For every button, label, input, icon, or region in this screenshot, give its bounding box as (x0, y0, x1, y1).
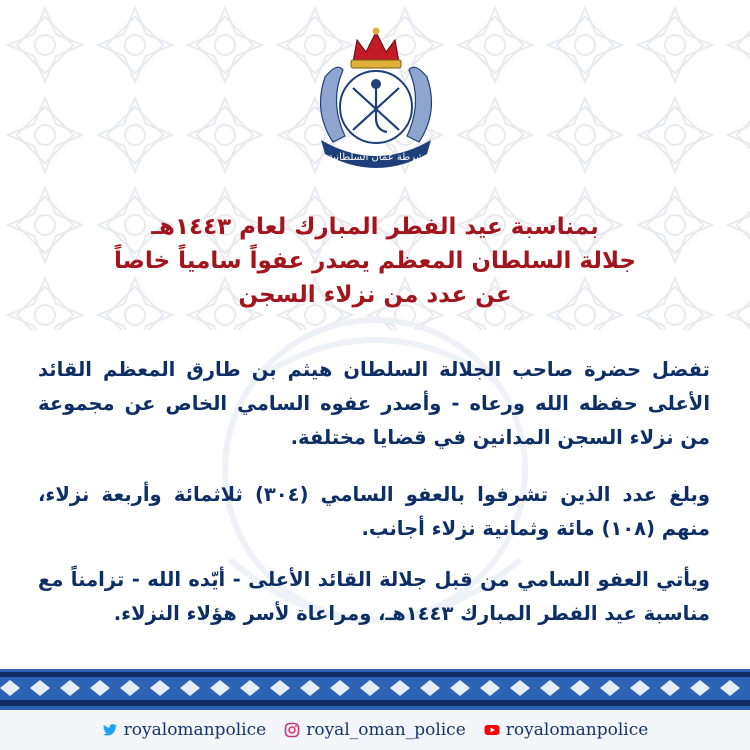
royal-oman-police-emblem (303, 22, 449, 176)
paragraph-occasion: ويأتي العفو السامي من قبل جلالة القائد الأعلى - أيّده الله - تزامناً مع مناسبة عيد الفطر المبارك ١٤٤٣هـ، ومراعاة لأسر هؤلاء النزلاء. (38, 568, 710, 625)
instagram-label: royal_oman_police (306, 720, 466, 740)
youtube-icon (484, 722, 500, 738)
instagram-handle[interactable] (284, 720, 466, 740)
paragraph-count: وبلغ عدد الذين تشرفوا بالعفو السامي (٣٠٤) ثلاثمائة وأربعة نزلاء، منهم (١٠٨) مائة وثمانية نزلاء أجانب. (38, 483, 710, 540)
youtube-handle[interactable] (484, 720, 649, 740)
twitter-handle[interactable] (102, 720, 267, 740)
instagram-icon (284, 722, 300, 738)
headline-inmates: عن عدد من نزلاء السجن (238, 282, 512, 308)
emblem-ribbon-text: شرطة عُمان السلطانية (327, 152, 425, 163)
headline-occasion: بمناسبة عيد الفطر المبارك لعام ١٤٤٣هـ (151, 214, 599, 240)
paragraph-pardon: تفضل حضرة صاحب الجلالة السلطان هيثم بن طارق المعظم القائد الأعلى حفظه الله ورعاه - وأصدر عفوه السامي الخاص عن مجموعة من نزلاء السجن المدانين في قضايا مختلفة. (38, 358, 710, 449)
twitter-icon (102, 722, 118, 738)
headline-pardon: جلالة السلطان المعظم يصدر عفواً سامياً خاصاً (113, 248, 636, 274)
social-footer (0, 710, 750, 750)
decorative-border (0, 666, 750, 710)
youtube-label: royalomanpolice (505, 720, 649, 740)
twitter-label: royalomanpolice (123, 720, 267, 740)
